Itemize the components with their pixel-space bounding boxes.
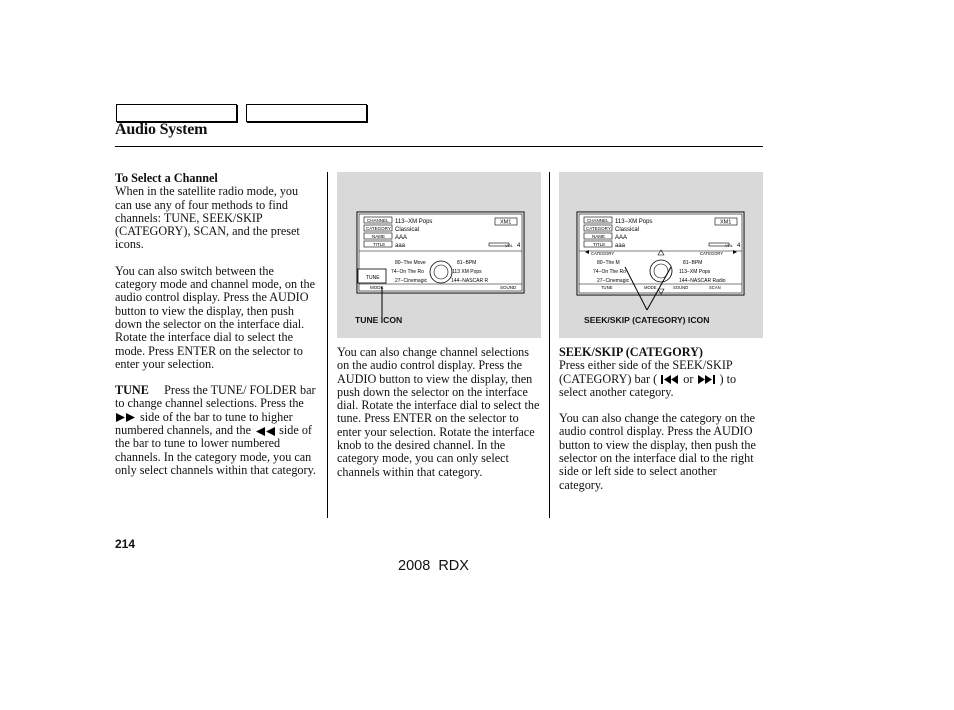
channel-tag: CHANNEL — [587, 218, 609, 223]
section-heading: SEEK/SKIP (CATEGORY) — [559, 345, 703, 359]
xm-band: XM1 — [720, 219, 732, 226]
page-title: Audio System — [115, 121, 208, 138]
preset-2: 81−BPM — [683, 260, 703, 266]
page-number: 214 — [115, 537, 136, 551]
paragraph: When in the satellite radio mode, you can use any of four methods to find channels: TUNE, SEEK/SKIP (CATEGORY), SCAN, and the preset icons. — [115, 184, 300, 252]
tune-label: TUNE — [115, 383, 149, 398]
paragraph: You can also change channel selections on the audio control display. Press the AUDIO button to view the display, then push down the selector on the interface dial. Rotate the interface dial to select the tune. Press ENTER on the selector to enter your selection. Rotate the interface knob to the desired channel. In the category mode, you can only select channels within that category. — [337, 345, 540, 479]
mode-label: MODE — [370, 285, 384, 290]
name-tag: NAME — [372, 234, 386, 239]
backward-arrow-icon — [254, 427, 276, 436]
model-footer: 2008 RDX — [398, 558, 469, 574]
audio-display-screen — [337, 172, 541, 338]
title-tag: TITLE — [593, 242, 606, 247]
figure-caption: TUNE ICON — [355, 315, 403, 325]
scan-label: SCAN — [709, 285, 721, 290]
name-tag: NAME — [592, 234, 606, 239]
preset-6: 144−NASCAR R — [451, 278, 489, 284]
preset-3: 74−On The Ro — [593, 269, 626, 275]
vol-number: 4 — [737, 243, 741, 249]
title-value: aaa — [615, 243, 626, 249]
sound-label: SOUND — [500, 285, 517, 290]
tune-icon-figure — [337, 172, 541, 338]
name-value: AAA — [395, 235, 408, 241]
paragraph: You can also change the category on the audio control display. Press the AUDIO button to view the display, then push the selector on the interface dial to the right side or left side to select another category. — [559, 411, 756, 492]
title-tag: TITLE — [373, 242, 386, 247]
seek-text-a: Press either side of the SEEK/SKIP (CATEGORY) bar ( — [559, 358, 733, 386]
channel-value: 113−XM Pops — [395, 219, 433, 225]
sound-label: SOUND — [673, 285, 689, 290]
category-value: Classical — [615, 227, 640, 233]
preset-4: 113−XM Pops — [679, 269, 711, 275]
skip-back-icon — [660, 375, 680, 384]
header-tab-2 — [246, 104, 367, 122]
column-left — [115, 172, 317, 490]
name-value: AAA — [615, 235, 628, 241]
channel-tag: CHANNEL — [367, 218, 389, 223]
tune-text-a: Press the TUNE/ FOLDER bar to change channel selections. Press the — [115, 383, 316, 411]
preset-5: 27−Cinemagic — [395, 278, 428, 284]
forward-arrow-icon — [115, 413, 137, 422]
channel-value: 113−XM Pops — [615, 219, 653, 225]
column-right — [559, 346, 762, 505]
paragraph-tune — [115, 384, 317, 477]
tune-label-screen: TUNE — [601, 285, 613, 290]
title-value: aaa — [395, 243, 406, 249]
title-rule — [115, 146, 763, 147]
seek-text-b: ) to select another category. — [559, 371, 737, 399]
column-middle — [337, 346, 542, 492]
category-tag: CATEGORY — [586, 226, 611, 231]
category-bar-left: CATEGORY — [591, 251, 615, 256]
xm-band: XM1 — [500, 219, 512, 226]
preset-3: 74−On The Ro — [391, 269, 424, 275]
paragraph: You can also switch between the category mode and channel mode, on the audio control display. Press the AUDIO button to view the display, then push down the selector on the interface dial. Rotate the interface dial to select the mode. Press ENTER on the selector to enter your selection. — [115, 263, 316, 371]
tune-text-c: side of the bar to tune to lower numbered channels. In the category mode, you can only select channels within that category. — [115, 423, 316, 477]
seek-skip-figure — [559, 172, 763, 338]
vol-number: 4 — [517, 243, 521, 249]
skip-forward-icon — [696, 375, 716, 384]
vol-label: VOL — [505, 243, 514, 248]
header-tab-1 — [116, 104, 237, 122]
preset-4: 113 XM Pops — [452, 269, 482, 275]
preset-6: 144−NASCAR Radio — [679, 278, 726, 284]
mode-label: MODE — [644, 285, 657, 290]
category-bar-right: CATEGORY — [700, 251, 724, 256]
category-tag: CATEGORY — [366, 226, 391, 231]
column-divider — [327, 172, 328, 518]
seek-text-or: or — [683, 371, 694, 386]
figure-caption: SEEK/SKIP (CATEGORY) ICON — [584, 315, 710, 325]
column-divider — [549, 172, 550, 518]
tune-text-b: side of the bar to tune to higher numbered channels, and the — [115, 409, 293, 438]
section-heading: To Select a Channel — [115, 171, 218, 185]
audio-display-screen — [559, 172, 763, 338]
preset-2: 81−BPM — [457, 260, 477, 266]
preset-5: 27−Cinemagic — [597, 278, 630, 284]
category-value: Classical — [395, 227, 420, 233]
vol-label: VOL — [725, 243, 734, 248]
tune-label-screen: TUNE — [366, 275, 380, 281]
paragraph-seek — [559, 359, 762, 399]
preset-1: 80−The M — [597, 260, 620, 266]
preset-1: 80−The Move — [395, 260, 426, 266]
